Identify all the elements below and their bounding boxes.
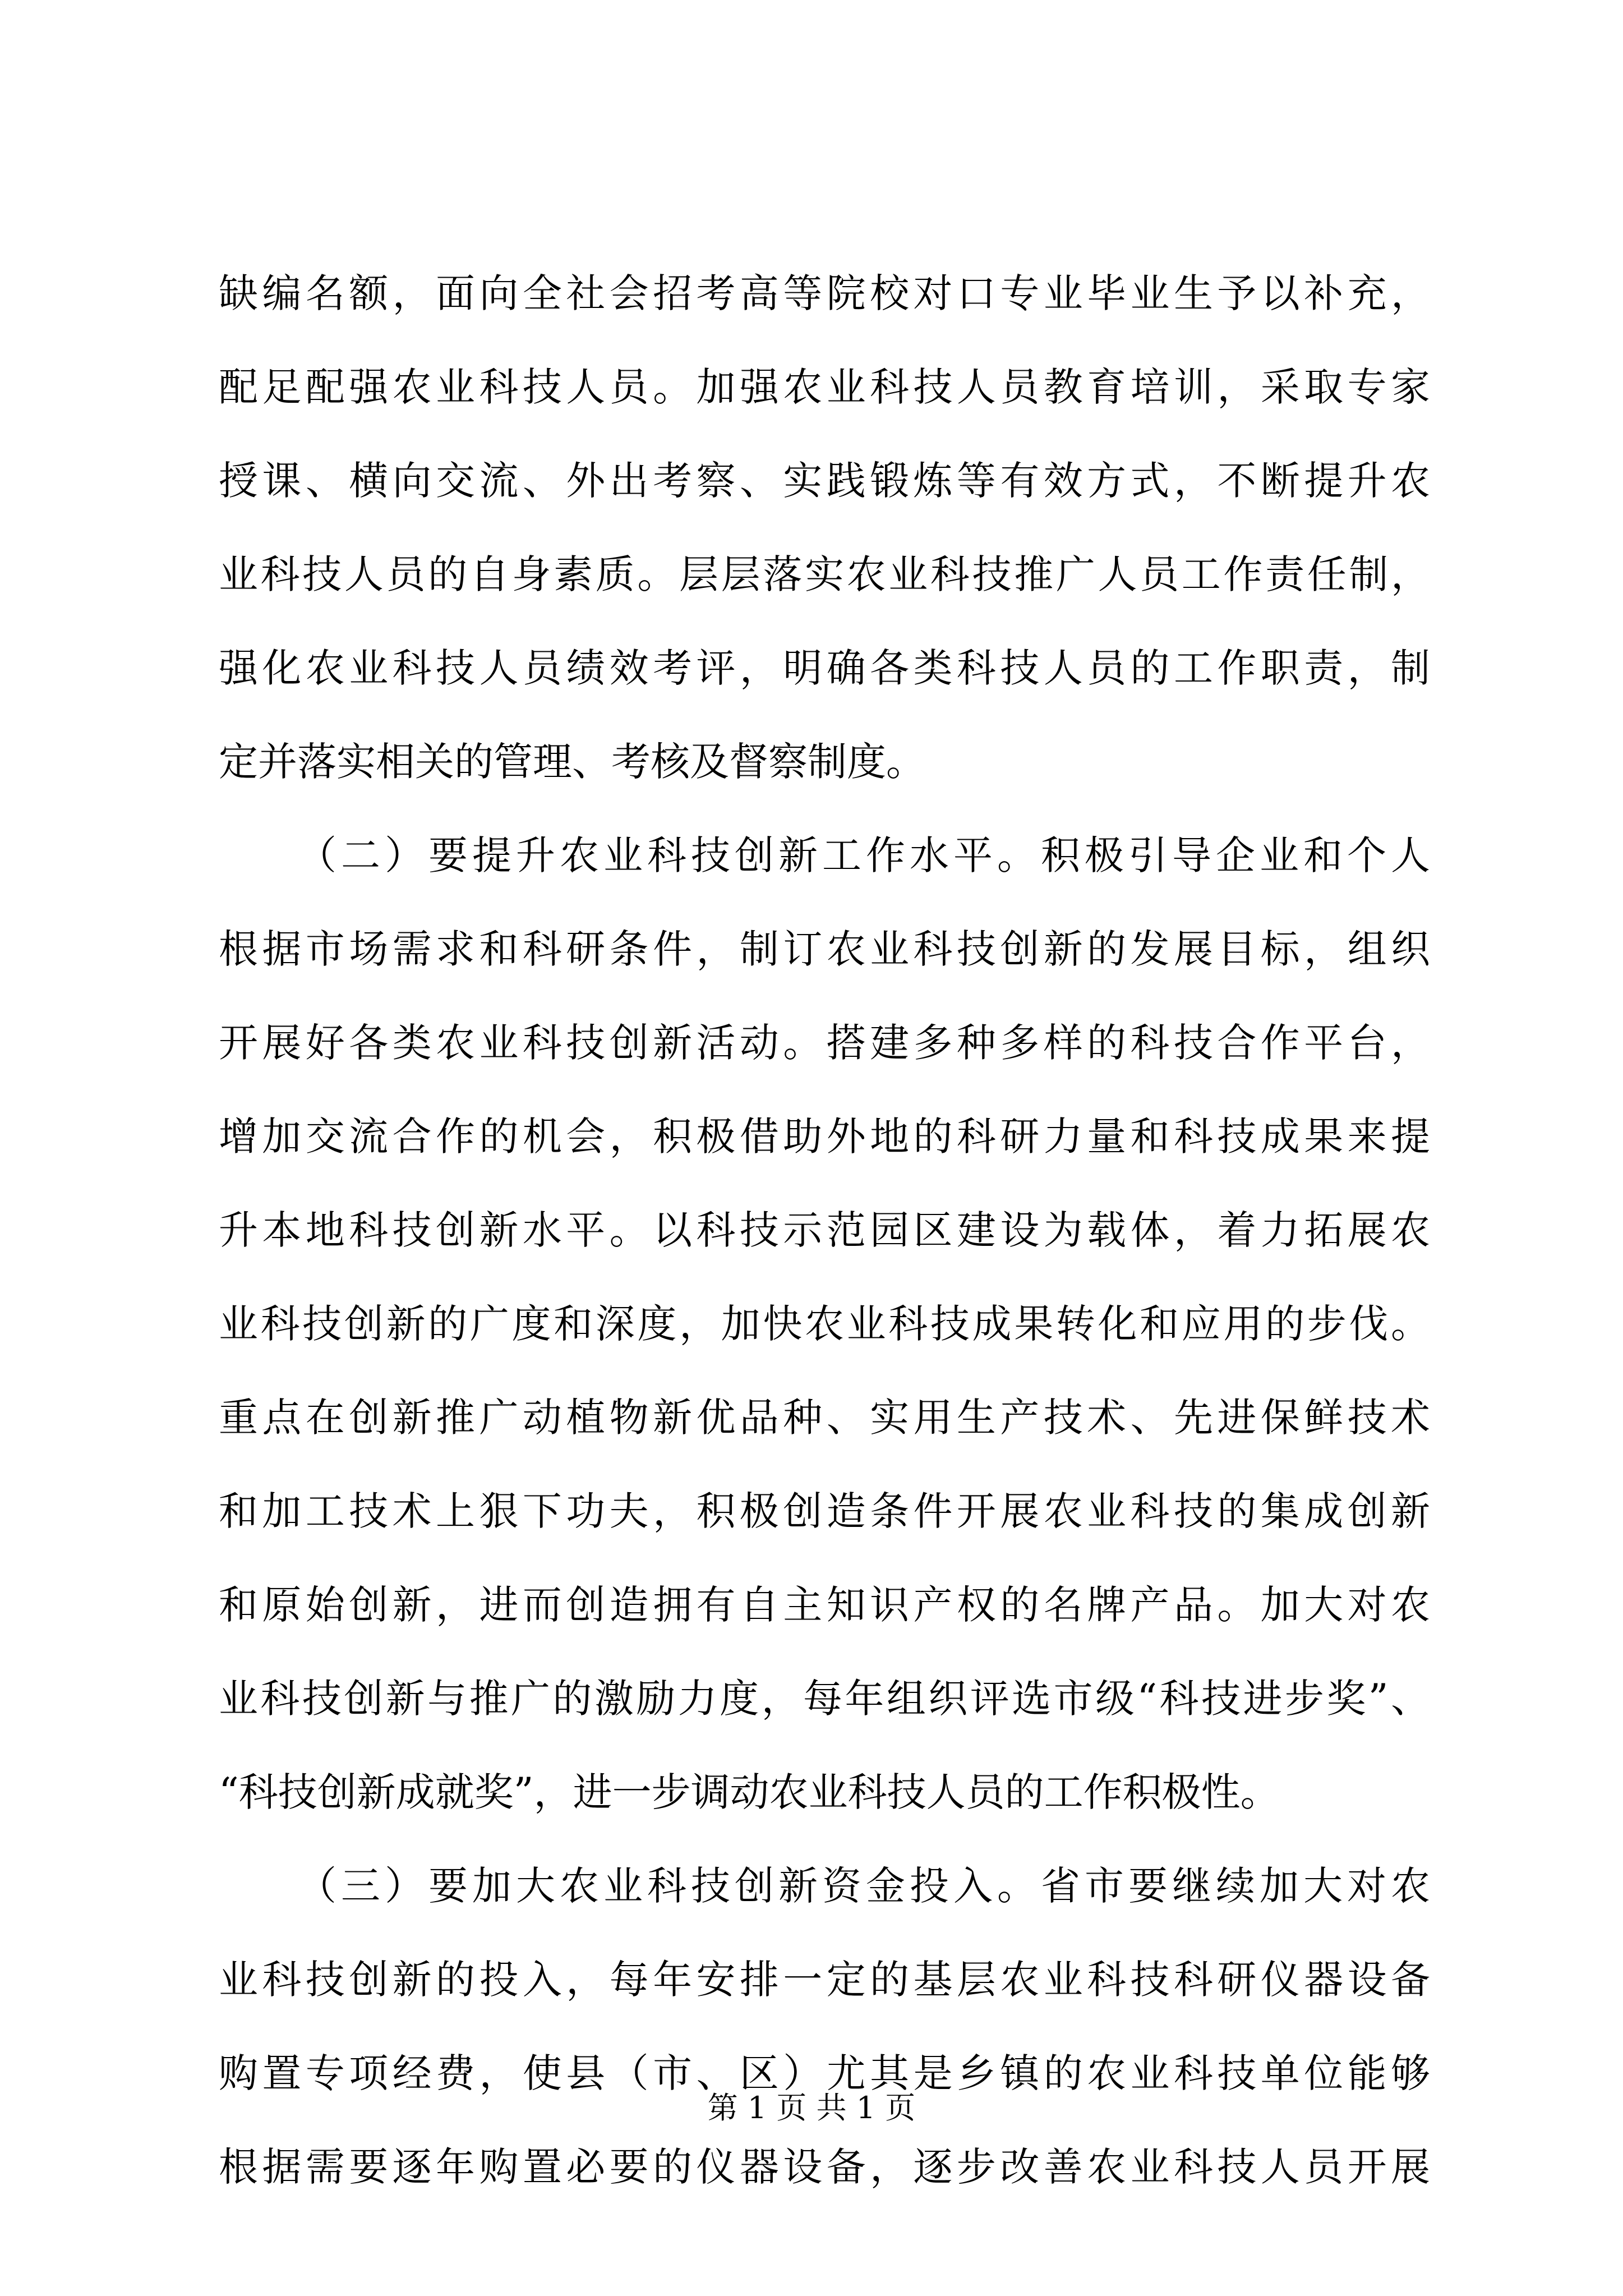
text-line: 开展好各类农业科技创新活动。搭建多种多样的科技合作平台， (219, 1020, 1430, 1066)
text-line: 业科技创新与推广的激励力度，每年组织评选市级“科技进步奖”、 (219, 1676, 1430, 1722)
text-line: 根据市场需求和科研条件，制订农业科技创新的发展目标，组织 (219, 926, 1430, 972)
text-line: 授课、横向交流、外出考察、实践锻炼等有效方式，不断提升农 (219, 458, 1430, 504)
text-line: 业科技人员的自身素质。层层落实农业科技推广人员工作责任制， (219, 551, 1430, 597)
text-line: 和加工技术上狠下功夫，积极创造条件开展农业科技的集成创新 (219, 1488, 1430, 1534)
text-line: 和原始创新，进而创造拥有自主知识产权的名牌产品。加大对农 (219, 1582, 1430, 1628)
text-line: 业科技创新的广度和深度，加快农业科技成果转化和应用的步伐。 (219, 1301, 1430, 1347)
text-line: （二）要提升农业科技创新工作水平。积极引导企业和个人 (297, 832, 1430, 878)
text-line: 升本地科技创新水平。以科技示范园区建设为载体，着力拓展农 (219, 1207, 1430, 1253)
text-line: 配足配强农业科技人员。加强农业科技人员教育培训，采取专家 (219, 364, 1430, 410)
text-line: 根据需要逐年购置必要的仪器设备，逐步改善农业科技人员开展 (219, 2144, 1430, 2190)
text-line: 购置专项经费，使县（市、区）尤其是乡镇的农业科技单位能够 (219, 2050, 1430, 2096)
text-line: 重点在创新推广动植物新优品种、实用生产技术、先进保鲜技术 (219, 1395, 1430, 1441)
text-line: 强化农业科技人员绩效考评，明确各类科技人员的工作职责，制 (219, 645, 1430, 691)
text-line: 业科技创新的投入，每年安排一定的基层农业科技科研仪器设备 (219, 1957, 1430, 2003)
body-text (219, 247, 1430, 2214)
page-footer: 第 1 页 共 1 页 (707, 2090, 916, 2125)
text-line: （三）要加大农业科技创新资金投入。省市要继续加大对农 (297, 1863, 1430, 1909)
text-line: 增加交流合作的机会，积极借助外地的科研力量和科技成果来提 (219, 1114, 1430, 1159)
text-line: 定并落实相关的管理、考核及督察制度。 (219, 739, 925, 785)
text-line: 缺编名额，面向全社会招考高等院校对口专业毕业生予以补充， (219, 270, 1430, 316)
text-line: “科技创新成就奖”，进一步调动农业科技人员的工作积极性。 (219, 1769, 1280, 1815)
